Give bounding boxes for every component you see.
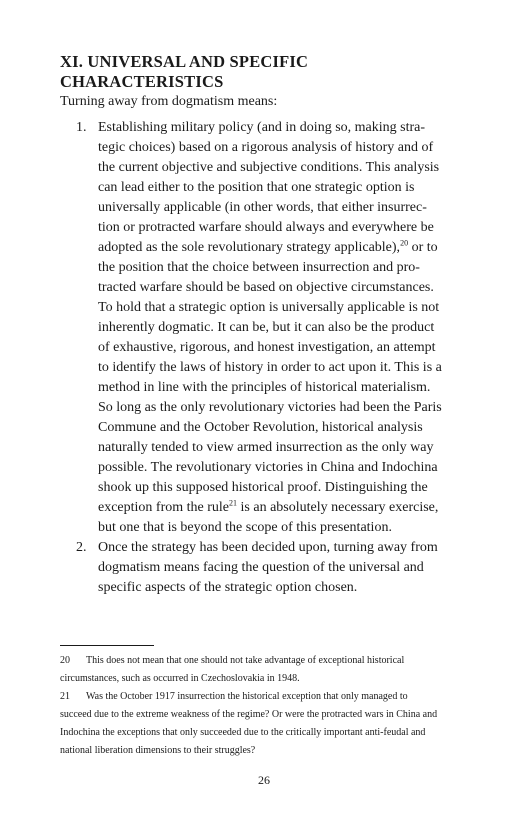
footnote-number: 20 <box>60 655 70 666</box>
footnote-number: 21 <box>60 691 70 702</box>
text-line: specific aspects of the strategic option chosen. <box>98 580 358 595</box>
page-body <box>60 52 470 598</box>
text-line: Once the strategy has been decided upon, turning away from <box>98 540 438 555</box>
text-line: can lead either to the position that one strategic option is <box>98 180 415 195</box>
list-item-number: 1. <box>76 120 87 135</box>
footnote-text: Was the October 1917 insurrection the historical exception that only managed to <box>86 691 408 702</box>
footnote-line: succeed due to the extreme weakness of the regime? Or were the protracted wars in China and <box>60 709 438 720</box>
footnote-20 <box>60 652 500 688</box>
footnote-line: circumstances, such as occurred in Czechoslovakia in 1948. <box>60 673 300 684</box>
text-line: tegic choices) based on a rigorous analysis of history and of <box>98 140 434 155</box>
text-line: but one that is beyond the scope of this presentation. <box>98 520 392 535</box>
text-line: tion or protracted warfare should always and everywhere be <box>98 220 434 235</box>
text-segment: is an absolutely necessary exercise, <box>237 500 439 515</box>
text-line: universally applicable (in other words, that either insurrec- <box>98 200 427 215</box>
footnote-line: Indochina the exceptions that only succeeded due to the critically important anti-feudal and <box>60 727 426 738</box>
section-heading: XI. UNIVERSAL AND SPECIFIC CHARACTERISTICS <box>60 52 309 91</box>
footnote-text: This does not mean that one should not take advantage of exceptional historical <box>86 655 405 666</box>
text-segment: or to <box>408 240 438 255</box>
text-line: Commune and the October Revolution, historical analysis <box>98 420 423 435</box>
footnote-divider <box>60 645 154 646</box>
text-line: So long as the only revolutionary victories had been the Paris <box>98 400 442 415</box>
text-line: method in line with the principles of historical materialism. <box>98 380 431 395</box>
text-line: inherently dogmatic. It can be, but it can also be the product <box>98 320 435 335</box>
numbered-list <box>60 118 470 598</box>
footnote-21 <box>60 688 500 760</box>
text-line-with-footnote-ref <box>98 498 470 518</box>
list-item <box>60 538 470 598</box>
text-line: possible. The revolutionary victories in China and Indochina <box>98 460 438 475</box>
footnote-line <box>60 688 500 706</box>
footnote-line: national liberation dimensions to their struggles? <box>60 745 256 756</box>
text-line: to identify the laws of history in order to act upon it. This is a <box>98 360 442 375</box>
footnote-line <box>60 652 500 670</box>
footnote-ref: 20 <box>400 238 409 248</box>
text-segment: exception from the rule <box>98 500 230 515</box>
text-line: the position that the choice between insurrection and pro- <box>98 260 420 275</box>
text-line: of exhaustive, rigorous, and honest investigation, an attempt <box>98 340 436 355</box>
text-line: tracted warfare should be based on objective circumstances. <box>98 280 434 295</box>
intro-text: Turning away from dogmatism means: <box>60 94 278 109</box>
list-item <box>60 118 470 538</box>
text-line-with-footnote-ref <box>98 238 470 258</box>
text-line: To hold that a strategic option is universally applicable is not <box>98 300 440 315</box>
text-line: the current objective and subjective conditions. This analysis <box>98 160 440 175</box>
footnotes <box>60 652 500 760</box>
text-line: naturally tended to view armed insurrection as the only way <box>98 440 434 455</box>
text-line: dogmatism means facing the question of the universal and <box>98 560 424 575</box>
list-item-number: 2. <box>76 540 87 555</box>
footnote-ref: 21 <box>229 498 238 508</box>
text-line: shook up this supposed historical proof. Distinguishing the <box>98 480 428 495</box>
page-number: 26 <box>258 773 270 787</box>
text-line: Establishing military policy (and in doing so, making stra- <box>98 120 426 135</box>
text-segment: adopted as the sole revolutionary strategy applicable), <box>98 240 401 255</box>
